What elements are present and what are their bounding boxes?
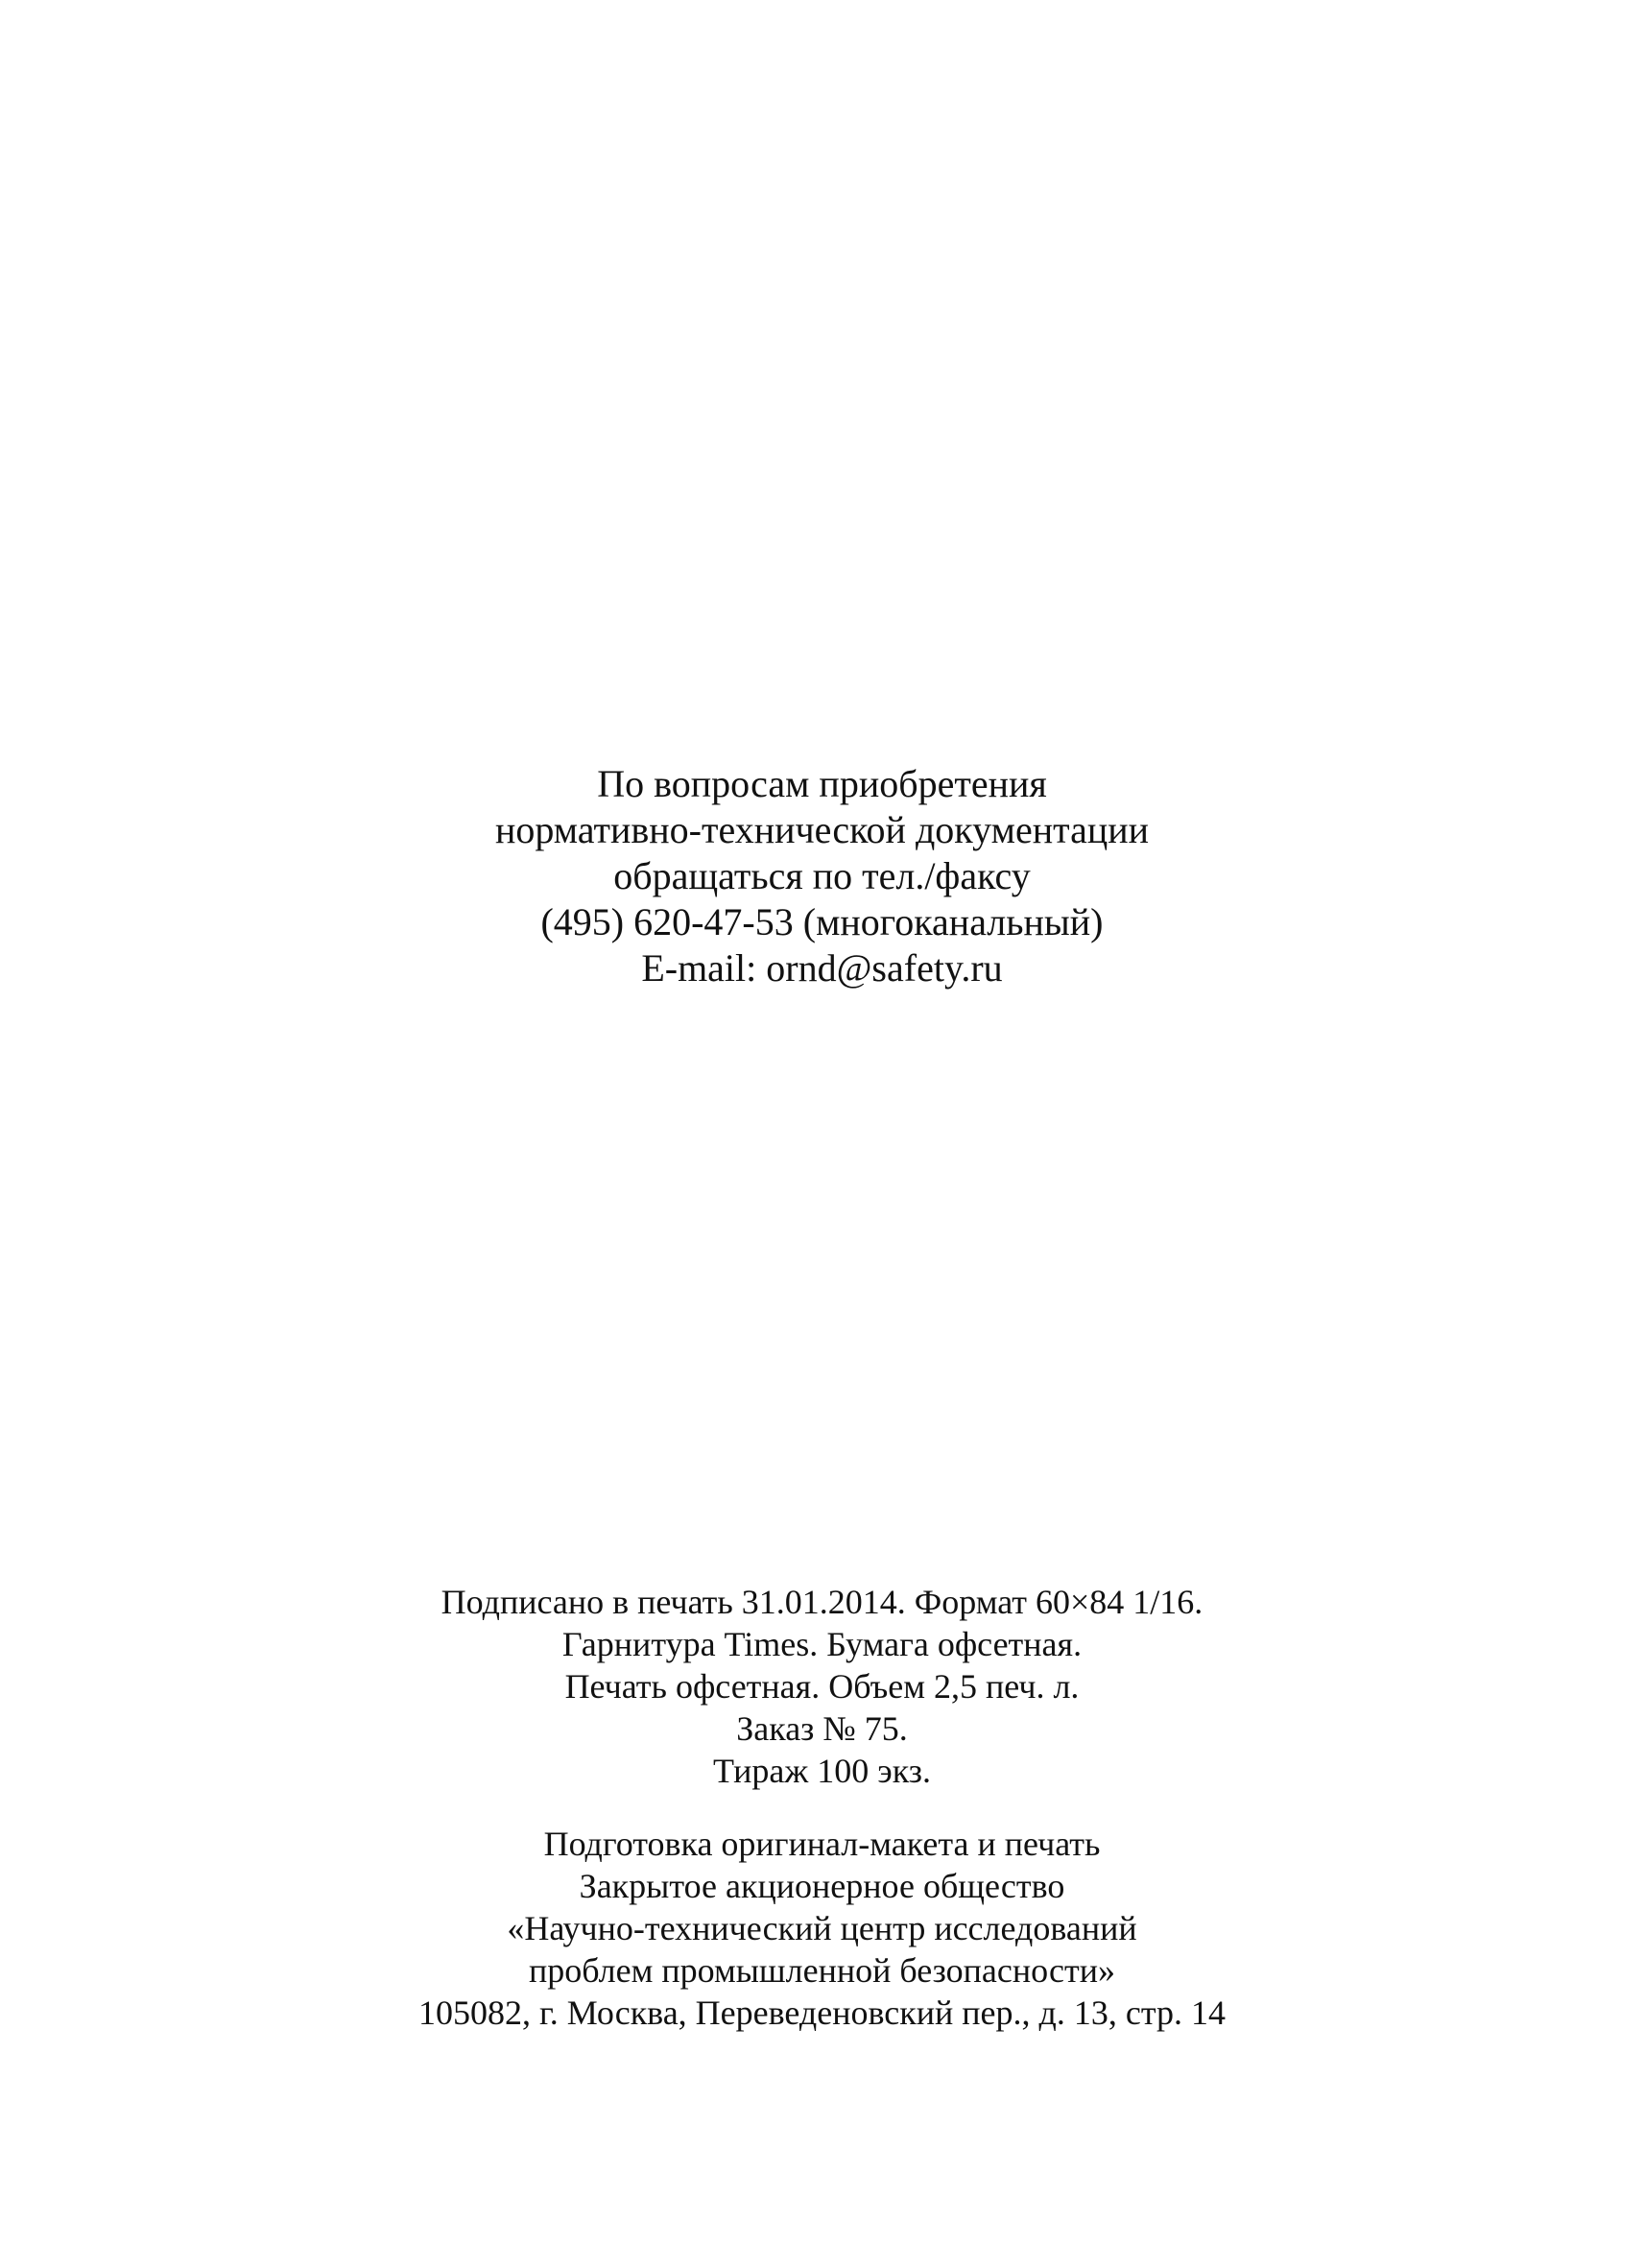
contact-phone-number: (495) 620-47-53 (многоканальный): [540, 900, 1104, 943]
publisher-company-type: Закрытое акционерное общество: [579, 1867, 1065, 1905]
print-method-volume: Печать офсетная. Объем 2,5 печ. л.: [564, 1667, 1080, 1706]
contact-info-block: [0, 761, 1644, 991]
print-typeface-paper: Гарнитура Times. Бумага офсетная.: [561, 1625, 1083, 1663]
print-order-number: Заказ № 75.: [736, 1709, 908, 1748]
publisher-block: [0, 1823, 1644, 2034]
print-signed-format: Подписано в печать 31.01.2014. Формат 60×84 1/16.: [441, 1583, 1203, 1621]
publisher-name-line-2: проблем промышленной безопасности»: [528, 1951, 1116, 1990]
contact-line-documentation: нормативно-технической документации: [494, 808, 1150, 851]
contact-email: E-mail: ornd@safety.ru: [641, 946, 1003, 990]
contact-line-phone-fax: обращаться по тел./факсу: [613, 854, 1031, 897]
contact-line-purchase: По вопросам приобретения: [597, 762, 1047, 805]
publisher-name-line-1: «Научно-технический центр исследований: [507, 1909, 1137, 1947]
print-details-block: [0, 1581, 1644, 1792]
publisher-preparation: Подготовка оригинал-макета и печать: [543, 1825, 1101, 1863]
publisher-address: 105082, г. Москва, Переведеновский пер., д. 13, стр. 14: [418, 1993, 1226, 2032]
print-run: Тираж 100 экз.: [713, 1752, 931, 1790]
